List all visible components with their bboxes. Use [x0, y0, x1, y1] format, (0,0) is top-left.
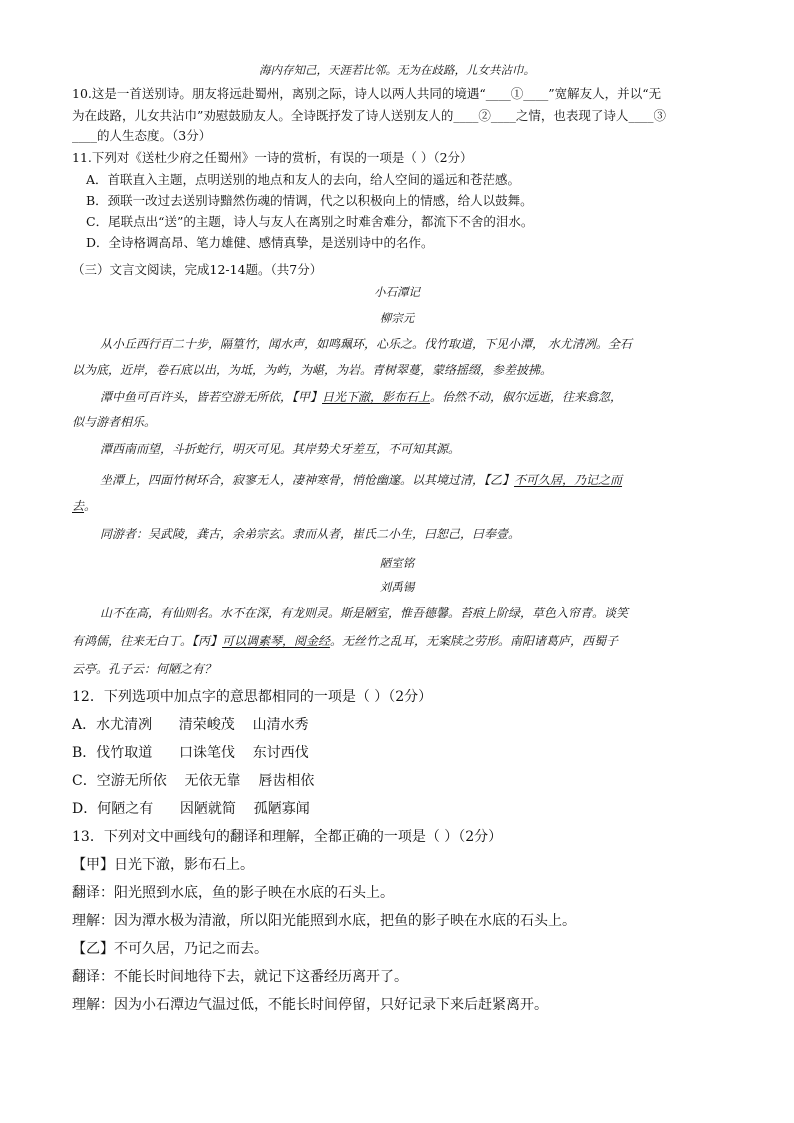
q13-jia-translation: 翻译：阳光照到水底，鱼的影子映在水底的石头上。	[72, 885, 394, 901]
text1-p4-l2: 去。	[72, 499, 97, 513]
text2-l2: 有鸿儒，往来无白丁。【丙】可以调素琴，阅金经。无丝竹之乱耳，无案牍之劳形。南阳诸葛庐，西蜀子	[72, 634, 619, 648]
section-3-heading: （三）文言文阅读，完成12-14题。（共7分）	[72, 262, 323, 277]
text2-title: 陋室铭	[379, 556, 415, 570]
q10-line-2: 为在歧路，儿女共沾巾”劝慰鼓励友人。全诗既抒发了诗人送别友人的____②____之情，也表现了诗人____③	[72, 108, 666, 123]
q12-stem: 12．下列选项中加点字的意思都相同的一项是（ ）（2分）	[72, 689, 433, 705]
q10-blank-2[interactable]: ____②____	[453, 108, 516, 123]
text1-p5: 同游者：吴武陵，龚古，余弟宗玄。隶而从者，崔氏二小生，曰恕己，曰奉壹。	[100, 527, 521, 541]
text1-p2-l2: 似与游者相乐。	[72, 415, 157, 429]
q11-stem: 11.下列对《送杜少府之任蜀州》一诗的赏析，有误的一项是（ ）（2分）	[72, 150, 473, 165]
underlined-sentence-jia: 日光下澈，影布石上	[322, 390, 431, 404]
q10-blank-3[interactable]: ____③	[628, 108, 666, 123]
text2-author: 刘禹锡	[379, 580, 415, 594]
q11-option-d[interactable]: D．全诗格调高昂、笔力雄健、感情真挚，是送别诗中的名作。	[86, 235, 434, 250]
text1-p2-l1: 潭中鱼可百许头，皆若空游无所依，【甲】日光下澈，影布石上。佁然不动，俶尔远逝，往来翕忽，	[100, 390, 623, 404]
q10-line-3: ____的人生态度。（3分）	[72, 128, 212, 143]
q10-blank-1[interactable]: ____①____	[485, 86, 549, 101]
q10-line-1: 10.这是一首送别诗。朋友将远赴蜀州，离别之际，诗人以两人共同的境遇“____①____”宽解友人，并以“无	[72, 86, 662, 101]
q11-option-b[interactable]: B．颈联一改过去送别诗黯然伤魂的情调，代之以积极向上的情感，给人以鼓舞。	[86, 193, 533, 208]
text2-l1: 山不在高，有仙则名。水不在深，有龙则灵。斯是陋室，惟吾德馨。苔痕上阶绿，草色入帘青。谈笑	[100, 606, 629, 620]
q12-option-a[interactable]: A．水尤清冽 清荣峻茂 山清水秀	[72, 717, 309, 733]
q13-yi-translation: 翻译：不能长时间地待下去，就记下这番经历离开了。	[72, 969, 408, 985]
q13-jia: 【甲】日光下澈，影布石上。	[72, 857, 254, 873]
q11-option-c[interactable]: C．尾联点出“送”的主题，诗人与友人在离别之时难舍难分，都流下不舍的泪水。	[86, 214, 534, 229]
q13-yi-understanding: 理解：因为小石潭边气温过低，不能长时间停留，只好记录下来后赶紧离开。	[72, 997, 548, 1013]
text1-p4-l1: 坐潭上，四面竹树环合，寂寥无人，凄神寒骨，悄怆幽邃。以其境过清，【乙】不可久居，乃记之而	[100, 473, 623, 487]
q12-option-d[interactable]: D．何陋之有 因陋就简 孤陋寡闻	[72, 801, 310, 817]
poem-line: 海内存知己，天涯若比邻。无为在歧路，儿女共沾巾。	[259, 63, 535, 77]
q13-stem: 13．下列对文中画线句的翻译和理解，全都正确的一项是（ ）（2分）	[72, 829, 503, 845]
q11-option-a[interactable]: A．首联直入主题，点明送别的地点和友人的去向，给人空间的遥远和苍茫感。	[86, 172, 521, 187]
text1-p1-l2: 以为底，近岸，卷石底以出，为坻，为屿，为嵁，为岩。青树翠蔓，蒙络摇缀，参差披拂。	[72, 363, 553, 377]
q12-option-c[interactable]: C．空游无所依 无依无靠 唇齿相依	[72, 773, 315, 789]
q13-jia-understanding: 理解：因为潭水极为清澈，所以阳光能照到水底，把鱼的影子映在水底的石头上。	[72, 913, 576, 929]
q13-yi: 【乙】不可久居，乃记之而去。	[72, 941, 268, 957]
text1-p1-l1: 从小丘西行百二十步，隔篁竹，闻水声，如鸣珮环，心乐之。伐竹取道，下见小潭， 水尤清冽。全石	[100, 337, 632, 351]
text2-l3: 云亭。孔子云：何陋之有？	[72, 662, 217, 676]
text1-author: 柳宗元	[379, 311, 415, 325]
underlined-sentence-bing: 可以调素琴，阅金经	[222, 634, 331, 648]
text1-p3: 潭西南而望，斗折蛇行，明灭可见。其岸势犬牙差互，不可知其源。	[100, 442, 461, 456]
text1-title: 小石潭记	[374, 285, 420, 299]
q12-option-b[interactable]: B．伐竹取道 口诛笔伐 东讨西伐	[72, 745, 309, 761]
q10-blank-3-cont[interactable]: ____	[72, 128, 97, 143]
underlined-sentence-yi: 不可久居，乃记之而	[514, 473, 623, 487]
